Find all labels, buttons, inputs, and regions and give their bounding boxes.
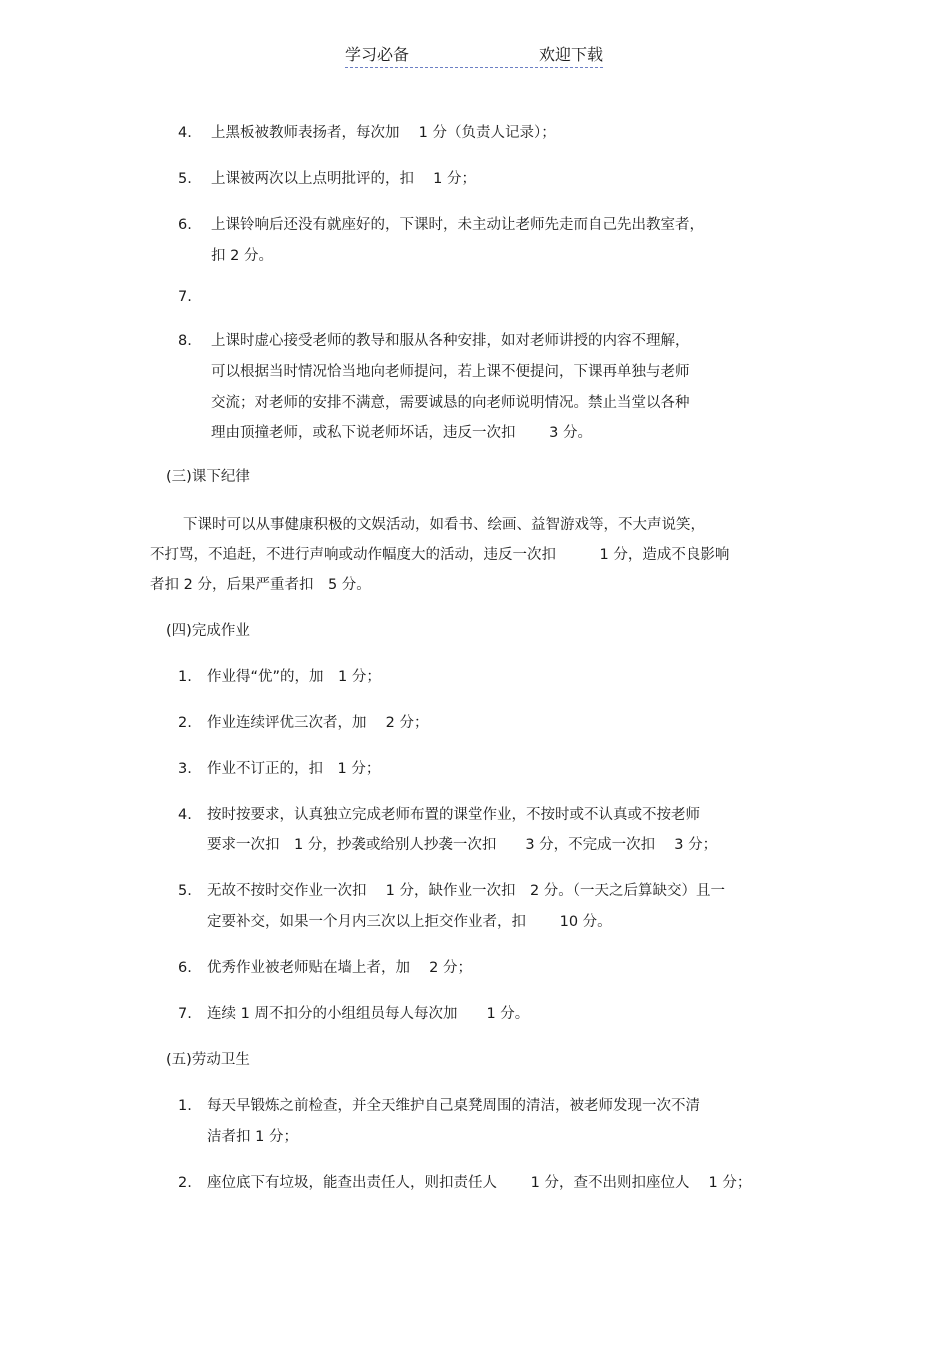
list-item-text: 作业不订正的，扣 1 分； — [207, 761, 381, 777]
list-item-text: 无故不按时交作业一次扣 1 分，缺作业一次扣 2 分。（一天之后算缺交）且一 — [207, 883, 726, 899]
list-item-number: 8. — [178, 333, 192, 349]
list-item-text: 优秀作业被老师贴在墙上者，加 2 分； — [207, 960, 472, 976]
list-item-text: 要求一次扣 1 分，抄袭或给别人抄袭一次扣 3 分，不完成一次扣 3 分； — [207, 837, 718, 853]
list-item-text: 交流；对老师的安排不满意，需要诚恳的向老师说明情况。禁止当堂以各种 — [211, 395, 690, 411]
list-item-number: 3. — [178, 761, 192, 777]
list-item-text: 座位底下有垃圾，能查出责任人，则扣责任人 1 分，查不出则扣座位人 1 分； — [207, 1175, 752, 1191]
list-item-number: 7. — [178, 1006, 192, 1022]
list-item-text: 作业连续评优三次者，加 2 分； — [207, 715, 429, 731]
list-item-text: 上课时虚心接受老师的教导和服从各种安排，如对老师讲授的内容不理解， — [211, 333, 690, 349]
list-item-number: 7. — [178, 289, 192, 305]
list-item-text: 上课被两次以上点明批评的，扣 1 分； — [211, 171, 476, 187]
list-item-text: 洁者扣 1 分； — [207, 1129, 298, 1145]
section-heading: (四)完成作业 — [166, 623, 250, 639]
list-item-text: 按时按要求，认真独立完成老师布置的课堂作业，不按时或不认真或不按老师 — [207, 807, 700, 823]
list-item-number: 5. — [178, 883, 192, 899]
list-item-number: 1. — [178, 669, 192, 685]
list-item-number: 6. — [178, 217, 192, 233]
list-item-number: 5. — [178, 171, 192, 187]
list-item-text: 每天早锻炼之前检查，并全天维护自己桌凳周围的清洁，被老师发现一次不清 — [207, 1098, 700, 1114]
list-item-number: 2. — [178, 715, 192, 731]
header-right-text: 欢迎下载 — [538, 45, 603, 64]
list-item-text: 扣 2 分。 — [211, 248, 273, 264]
list-item-number: 4. — [178, 125, 192, 141]
header-left-text: 学习必备 — [345, 45, 410, 64]
list-item-text: 连续 1 周不扣分的小组组员每人每次加 1 分。 — [207, 1006, 530, 1022]
list-item-text: 可以根据当时情况恰当地向老师提问，若上课不便提问，下课再单独与老师 — [211, 364, 690, 380]
list-item-text: 上课铃响后还没有就座好的，下课时，未主动让老师先走而自己先出教室者， — [211, 217, 704, 233]
paragraph-line: 者扣 2 分，后果严重者扣 5 分。 — [150, 577, 371, 593]
paragraph-line: 不打骂，不追赶，不进行声响或动作幅度大的活动，违反一次扣 1 分，造成不良影响 — [150, 547, 730, 563]
list-item-number: 6. — [178, 960, 192, 976]
list-item-number: 2. — [178, 1175, 192, 1191]
list-item-number: 4. — [178, 807, 192, 823]
list-item-text: 上黑板被教师表扬者，每次加 1 分（负责人记录）； — [211, 125, 556, 141]
paragraph-line: 下课时可以从事健康积极的文娱活动，如看书、绘画、益智游戏等，不大声说笑， — [183, 517, 705, 533]
list-item-number: 1. — [178, 1098, 192, 1114]
page-header — [345, 42, 603, 68]
list-item-text: 作业得“优”的，加 1 分； — [207, 669, 381, 685]
section-heading: (五)劳动卫生 — [166, 1052, 250, 1068]
list-item-text: 定要补交，如果一个月内三次以上拒交作业者，扣 10 分。 — [207, 914, 612, 930]
list-item-text: 理由顶撞老师，或私下说老师坏话，违反一次扣 3 分。 — [211, 425, 592, 441]
section-heading: (三)课下纪律 — [166, 469, 250, 485]
